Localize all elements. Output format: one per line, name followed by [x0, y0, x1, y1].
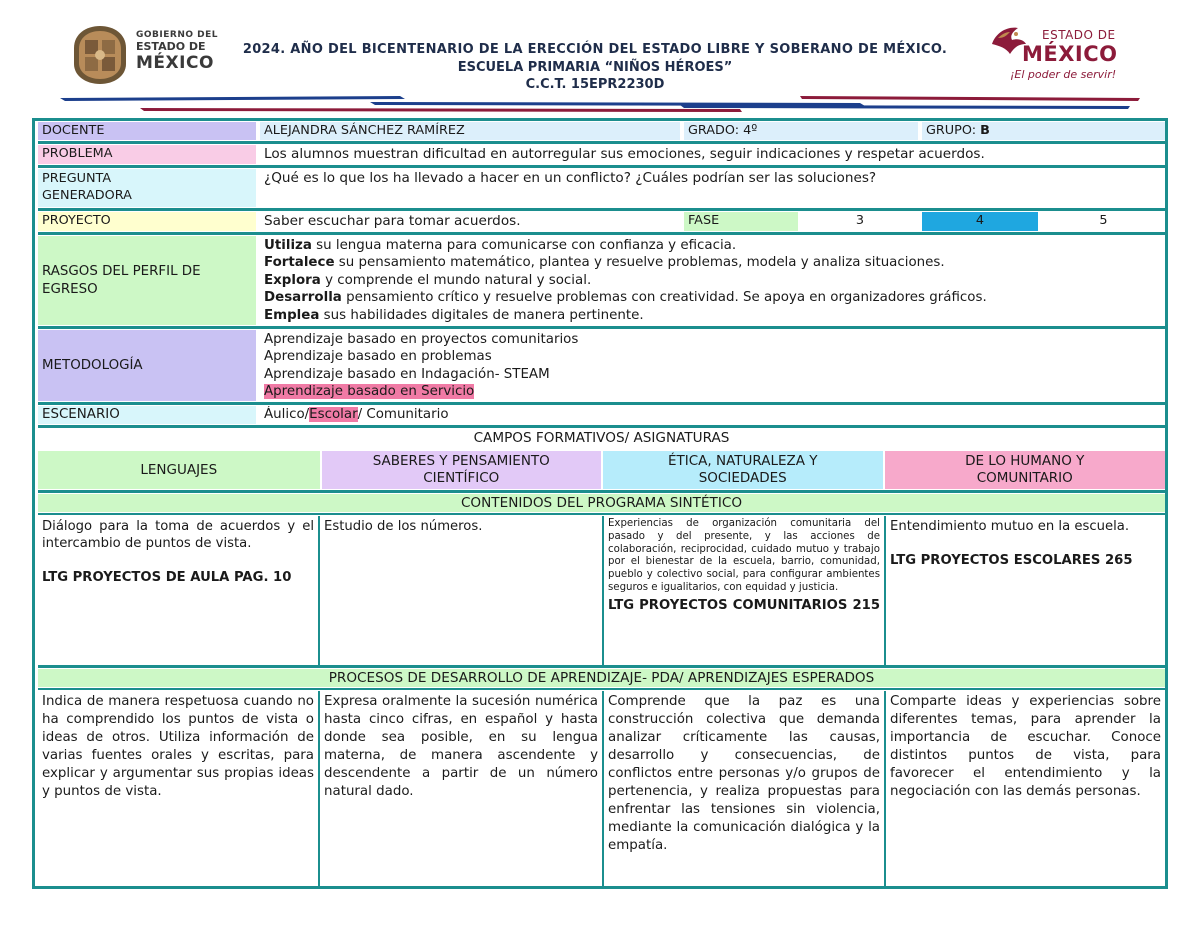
pda-saberes: Expresa oralmente la sucesión numérica hasta cinco cifras, en español y hasta donde sea posible, en su lengua materna, de manera ascendente y descendente a partir de un número natural dado. [320, 691, 604, 887]
fase-4-selected: 4 [922, 212, 1038, 231]
metodologia-item-selected: Aprendizaje basado en Servicio [264, 384, 475, 400]
fase-5: 5 [1099, 213, 1108, 228]
label-docente: DOCENTE [38, 122, 256, 140]
campo-lenguajes: LENGUAJES [38, 451, 320, 489]
row-pregunta [38, 169, 1165, 207]
row-escenario [38, 406, 1165, 424]
campo-etica: ÉTICA, NATURALEZA Y SOCIEDADES [603, 451, 883, 489]
row-proyecto [38, 212, 1165, 231]
row-pda [38, 691, 1165, 887]
pda-etica: Comprende que la paz es una construcción colectiva que demanda analizar críticamente las causas, desarrollo y consecuencias, de conflictos entre personas y/o grupos de pertenencia, y realiza propuestas para enfrentar las tensiones sin violencia, mediante la comunicación dialógica y la empatía. [604, 691, 886, 887]
row-contenidos-title [38, 494, 1165, 512]
grado: GRADO: 4º [684, 122, 918, 140]
label-metodologia: METODOLOGÍA [38, 330, 256, 401]
school-name: ESCUELA PRIMARIA “NIÑOS HÉROES” [457, 60, 733, 75]
row-campos-title [38, 429, 1165, 447]
value-metodologia [260, 330, 1165, 401]
row-contenidos [38, 516, 1165, 665]
value-docente: ALEJANDRA SÁNCHEZ RAMÍREZ [260, 122, 680, 140]
document-titles [190, 42, 1000, 92]
label-rasgos: RASGOS DEL PERFIL DE EGRESO [38, 236, 256, 325]
label-fase: FASE [684, 212, 798, 231]
school-cct: C.C.T. 15EPR2230D [525, 77, 665, 92]
label-pregunta: PREGUNTA GENERADORA [38, 169, 256, 207]
campos-title: CAMPOS FORMATIVOS/ ASIGNATURAS [473, 430, 730, 446]
fase-3: 3 [855, 213, 865, 228]
rasgo-item: Desarrolla pensamiento crítico y resuelve problemas con creatividad. Se apoya en organizadores gráficos. [264, 290, 987, 306]
grupo: GRUPO: B [922, 122, 1165, 140]
pda-humano: Comparte ideas y experiencias sobre diferentes temas, para aprender la importancia de escuchar. Conoce distintos puntos de vista, para favorecer el entendimiento y la negociación con las demás personas. [890, 694, 1161, 799]
contenido-saberes: Estudio de los números. [320, 516, 604, 665]
pda-title: PROCESOS DE DESARROLLO DE APRENDIZAJE- PDA/ APRENDIZAJES ESPERADOS [328, 670, 875, 686]
value-pregunta: ¿Qué es lo que los ha llevado a hacer en un conflicto? ¿Cuáles podrían ser las soluciones? [264, 170, 877, 186]
row-problema [38, 145, 1165, 164]
contenido-etica: Experiencias de organización comunitaria del pasado y del presente, y las acciones de colaboración, reciprocidad, cuidado mutuo y trabajo por el bienestar de la escuela, barrio, comunidad, pueblo y colectivo social, para configurar ambientes seguros e igualitarios, con equidad y justicia. LTG PROYECTOS COMUNITARIOS 215 [604, 516, 886, 665]
row-metodologia [38, 330, 1165, 401]
escenario-selected: Escolar [309, 407, 358, 422]
contenidos-title: CONTENIDOS DEL PROGRAMA SINTÉTICO [460, 495, 743, 511]
metodologia-item: Aprendizaje basado en problemas [264, 349, 492, 365]
label-proyecto: PROYECTO [38, 212, 256, 231]
pda-lenguajes: Indica de manera respetuosa cuando no ha comprendido los puntos de vista o ideas de otros. Utiliza información de varias fuentes orales y escritas, para explicar y argumentar sus propias ideas y puntos de vista. [38, 691, 320, 887]
value-problema: Los alumnos muestran dificultad en autorregular sus emociones, seguir indicaciones y respetar acuerdos. [264, 146, 985, 162]
estado-de-mexico-logo: ESTADO DE MÉXICO ¡El poder de servir! [988, 22, 1168, 86]
label-escenario: ESCENARIO [38, 406, 256, 424]
rasgo-item: Emplea sus habilidades digitales de manera pertinente. [264, 307, 644, 323]
page-header [0, 0, 1200, 120]
row-docente [38, 122, 1165, 140]
state-seal-icon [70, 24, 130, 86]
campo-humano: DE LO HUMANO Y COMUNITARIO [885, 451, 1166, 489]
gobierno-logo-text: GOBIERNO DEL ESTADO DE MÉXICO [136, 30, 218, 73]
campo-saberes: SABERES Y PENSAMIENTO CIENTÍFICO [322, 451, 602, 489]
row-rasgos [38, 236, 1165, 325]
rasgo-item: Explora y comprende el mundo natural y social. [264, 272, 592, 288]
decorative-stripes [40, 94, 1150, 116]
value-proyecto: Saber escuchar para tomar acuerdos. [264, 213, 521, 229]
row-campos [38, 451, 1165, 489]
rasgo-item: Fortalece su pensamiento matemático, plantea y resuelve problemas, modela y analiza situaciones. [264, 255, 945, 271]
rasgo-item: Utiliza su lengua materna para comunicarse con confianza y eficacia. [264, 238, 737, 253]
value-rasgos [260, 236, 1165, 325]
value-escenario: Áulico/Escolar/ Comunitario [264, 407, 449, 422]
contenido-lenguajes: Diálogo para la toma de acuerdos y el intercambio de puntos de vista. LTG PROYECTOS DE AULA PAG. 10 [38, 516, 320, 665]
contenido-humano: Entendimiento mutuo en la escuela. LTG PROYECTOS ESCOLARES 265 [890, 519, 1133, 568]
bicentenary-title: 2024. AÑO DEL BICENTENARIO DE LA ERECCIÓN DEL ESTADO LIBRE Y SOBERANO DE MÉXICO. [242, 42, 948, 57]
metodologia-item: Aprendizaje basado en Indagación- STEAM [264, 366, 550, 382]
metodologia-item: Aprendizaje basado en proyectos comunitarios [264, 332, 579, 347]
label-problema: PROBLEMA [38, 145, 256, 164]
planning-table [32, 118, 1168, 889]
row-pda-title [38, 669, 1165, 687]
